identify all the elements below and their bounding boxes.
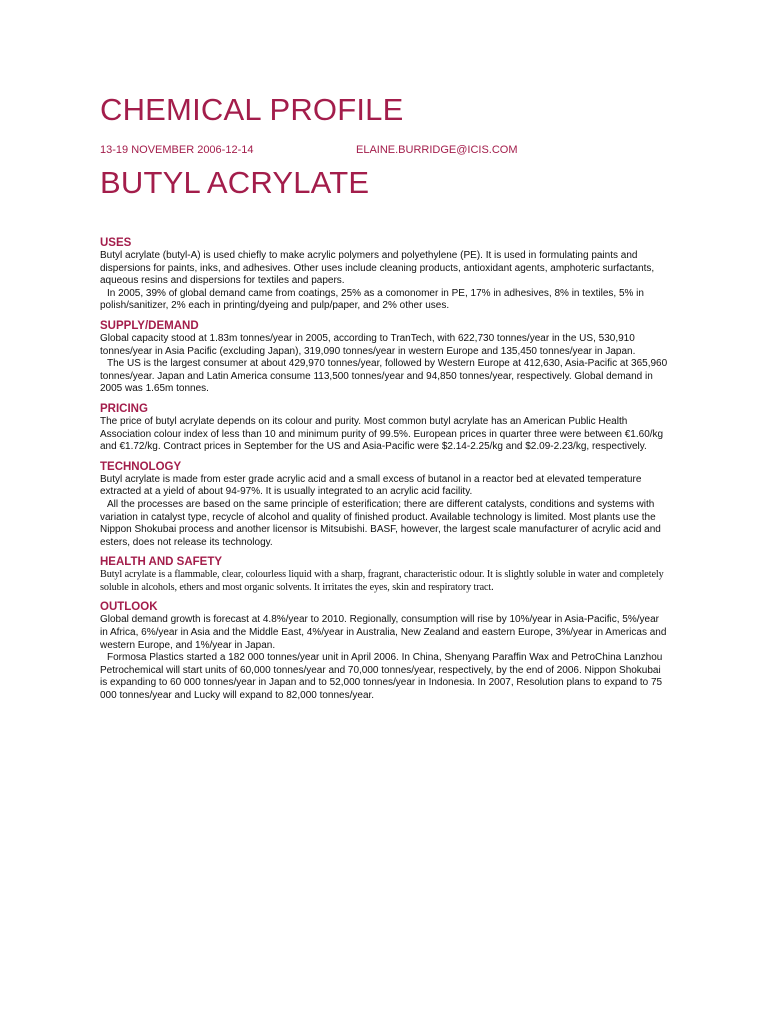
section-outlook xyxy=(100,600,668,702)
paragraph: Formosa Plastics started a 182 000 tonnes/year unit in April 2006. In China, Shenyang Paraffin Wax and PetroChina Lanzhou Petrochemical will start units of 60,000 tonnes/year and 70,000 tonnes/year, respectively, by the end of 2006. Nippon Shokubai is expanding to 60 000 tonnes/year in Japan and to 52,000 tonnes/year in Indonesia. In 2007, Resolution plans to expand to 75 000 tonnes/year and Lucky will expand to 82,000 tonnes/year. xyxy=(100,652,663,702)
paragraph: Global capacity stood at 1.83m tonnes/year in 2005, according to TranTech, with 622,730 tonnes/year in the US, 530,910 tonnes/year in Asia Pacific (excluding Japan), 319,090 tonnes/year in western Europe and 135,450 tonnes/year in Japan. xyxy=(100,332,636,357)
section-heading: HEALTH AND SAFETY xyxy=(100,556,223,569)
section-pricing xyxy=(100,402,668,454)
paragraph: In 2005, 39% of global demand came from coatings, 25% as a comonomer in PE, 17% in adhesives, 8% in textiles, 5% in polish/sanitizer, 2% each in printing/dyeing and pulp/paper, and 2% other uses. xyxy=(100,287,644,312)
product-title: BUTYL ACRYLATE xyxy=(100,165,370,200)
paragraph: The price of butyl acrylate depends on its colour and purity. Most common butyl acrylate has an American Public Health Association colour index of less than 10 and minimum purity of 99.5%. European prices in quarter three were between €1.60/kg and €1.72/kg. Contract prices in September for the US and Asia-Pacific were $2.14-2.25/kg and $2.09-2.23/kg, respectively. xyxy=(100,415,664,453)
section-heading: TECHNOLOGY xyxy=(100,460,182,473)
paragraph: Global demand growth is forecast at 4.8%/year to 2010. Regionally, consumption will rise by 10%/year in Asia-Pacific, 5%/year in Africa, 6%/year in Asia and the Middle East, 4%/year in Australia, New Zealand and eastern Europe, 3%/year in Americas and western Europe, and 1%/year in Japan. xyxy=(100,614,667,651)
section-heading: OUTLOOK xyxy=(100,601,158,614)
paragraph: Butyl acrylate (butyl-A) is used chiefly to make acrylic polymers and polyethylene (PE). It is used in formulating paints and dispersions for paints, inks, and adhesives. Other uses include cleaning products, antioxidant agents, amphoteric surfactants, aqueous resins and dispersions for textiles and papers. xyxy=(100,250,655,287)
section-heading: PRICING xyxy=(100,402,148,415)
section-supply-demand xyxy=(100,319,668,396)
author-email: ELAINE.BURRIDGE@ICIS.COM xyxy=(356,144,518,156)
paragraph: The US is the largest consumer at about 429,970 tonnes/year, followed by Western Europe at 412,630, Asia-Pacific at 365,960 tonnes/year. Japan and Latin America consume 113,500 tonnes/year and 94,850 tonnes/year, respectively. Global demand in 2005 was 1.65m tonnes. xyxy=(100,358,668,395)
paragraph: Butyl acrylate is a flammable, clear, colourless liquid with a sharp, fragrant, characteristic odour. It is slightly soluble in water and completely soluble in alcohols, ethers and most organic solvents. It irritates the eyes, skin and respiratory tract. xyxy=(100,569,664,593)
document-title: CHEMICAL PROFILE xyxy=(100,92,404,127)
paragraph: Butyl acrylate is made from ester grade acrylic acid and a small excess of butanol in a reactor bed at elevated temperature extracted at a yield of about 94-97%. It is usually integrated to an acrylic acid facility. xyxy=(100,473,642,498)
section-health-safety xyxy=(100,555,668,594)
section-technology xyxy=(100,460,668,550)
paragraph: All the processes are based on the same principle of esterification; there are different catalysts, conditions and systems with variation in catalyst type, recycle of alcohol and quality of finished product. Available technology is limited. Most plants use the Nippon Shokubai process and another licensor is Mitsubishi. BASF, however, the largest scale manufacturer of acrylic acid and esters, does not release its technology. xyxy=(100,498,661,548)
date-line: 13-19 NOVEMBER 2006-12-14 xyxy=(100,144,254,156)
article-body xyxy=(100,236,668,709)
section-heading: SUPPLY/DEMAND xyxy=(100,319,199,332)
section-uses xyxy=(100,236,668,313)
meta-row xyxy=(100,144,668,157)
section-heading: USES xyxy=(100,237,132,249)
